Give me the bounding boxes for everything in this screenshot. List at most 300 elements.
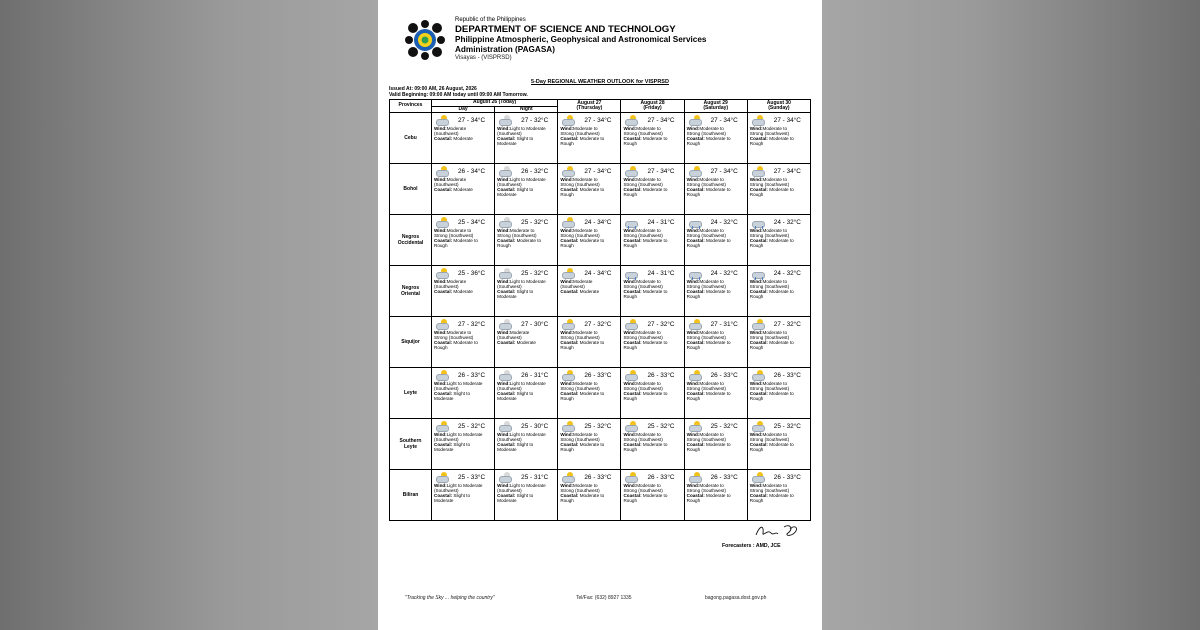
temperature-range: 26 - 33°C <box>458 371 486 379</box>
wind-value: Strong (Southwest) <box>686 131 726 137</box>
forecast-cell <box>432 317 495 368</box>
wind-label: Wind: <box>434 330 447 336</box>
wind-label: Wind: <box>623 228 637 234</box>
coastal-value: Rough <box>686 498 701 504</box>
partly-cloudy-icon <box>623 421 639 432</box>
temperature-range: 26 - 33°C <box>773 371 801 379</box>
wind-label: Wind: <box>560 177 574 183</box>
coastal-line <box>687 447 745 452</box>
province-name-line: Leyte <box>403 390 418 397</box>
coastal-label: Coastal: <box>560 442 579 448</box>
forecast-cell <box>558 215 621 266</box>
coastal-line <box>434 396 492 401</box>
temperature-range: 26 - 33°C <box>647 371 675 379</box>
temperature-range: 25 - 36°C <box>458 269 486 277</box>
coastal-label: Coastal: <box>623 238 642 244</box>
coastal-label: Coastal: <box>749 340 768 346</box>
partly-cloudy-icon <box>623 370 639 381</box>
coastal-value: Moderate to <box>769 238 794 244</box>
partly-cloudy-icon <box>434 115 450 126</box>
partly-cloudy-icon <box>687 472 703 483</box>
temperature-range: 27 - 34°C <box>584 167 612 175</box>
province-name-line: Leyte <box>403 444 418 451</box>
coastal-value: Moderate <box>497 396 517 402</box>
forecast-cell <box>684 266 747 317</box>
republic-text: Republic of the Philippines <box>455 17 526 23</box>
wind-label: Wind: <box>434 126 447 132</box>
provinces-header: Provinces <box>390 100 432 113</box>
temperature-range: 25 - 30°C <box>521 422 549 430</box>
forecast-cell <box>621 368 684 419</box>
wind-value: Moderate to <box>762 177 788 183</box>
wind-value: Strong (Southwest) <box>623 284 663 290</box>
wind-value: Strong (Southwest) <box>560 233 600 239</box>
coastal-label: Coastal: <box>686 136 705 142</box>
wind-value: Light to Moderate <box>509 279 546 285</box>
forecast-cell <box>558 368 621 419</box>
table-row <box>390 113 811 164</box>
wind-value: Moderate <box>446 126 467 132</box>
partly-cloudy-icon <box>750 370 766 381</box>
coastal-value: Moderate to <box>706 289 731 295</box>
wind-label: Wind: <box>434 228 447 234</box>
coastal-value: Rough <box>749 243 764 249</box>
coastal-line <box>497 396 555 401</box>
province-name-line: Biliran <box>402 492 419 499</box>
wind-label: Wind: <box>749 126 763 132</box>
partly-cloudy-icon <box>434 319 450 330</box>
background-left <box>0 0 378 630</box>
forecasters-line: Forecasters : AMD, JCE <box>722 543 781 549</box>
forecast-cell <box>684 470 747 521</box>
wind-value: (Southwest) <box>497 437 522 443</box>
coastal-value: Moderate to <box>769 442 794 448</box>
coastal-value: Rough <box>560 192 574 198</box>
coastal-line <box>687 345 745 350</box>
coastal-line <box>434 243 492 248</box>
province-name-line: Occidental <box>397 240 424 247</box>
forecast-cell <box>621 419 684 470</box>
forecast-cell <box>684 215 747 266</box>
forecast-cell <box>558 419 621 470</box>
coastal-label: Coastal: <box>749 238 768 244</box>
coastal-label: Coastal: <box>749 136 768 142</box>
wind-value: Strong (Southwest) <box>686 437 726 443</box>
wind-value: Strong (Southwest) <box>560 437 600 443</box>
wind-value: Strong (Southwest) <box>560 131 600 137</box>
coastal-line <box>750 447 808 452</box>
coastal-value: Moderate to <box>706 238 731 244</box>
coastal-value: Moderate to <box>706 442 731 448</box>
temperature-range: 25 - 32°C <box>521 218 549 226</box>
coastal-line <box>750 396 808 401</box>
coastal-value: Moderate to <box>579 136 605 142</box>
temperature-range: 27 - 34°C <box>458 116 486 124</box>
letterhead <box>455 17 706 61</box>
coastal-line <box>434 498 492 503</box>
coastal-value: Moderate <box>453 289 473 295</box>
wind-value: Strong (Southwest) <box>434 233 474 239</box>
wind-label: Wind: <box>497 381 510 387</box>
wind-label: Wind: <box>560 381 574 387</box>
footer-website: bagong.pagasa.dost.gov.ph <box>705 595 767 601</box>
partly-cloudy-icon <box>434 370 450 381</box>
wind-label: Wind: <box>686 483 700 489</box>
wind-value: Light to Moderate <box>446 483 483 489</box>
forecast-cell <box>747 368 810 419</box>
coastal-label: Coastal: <box>623 136 642 142</box>
wind-value: Moderate to <box>636 330 661 336</box>
coastal-label: Coastal: <box>623 442 642 448</box>
coastal-line <box>560 345 618 350</box>
forecast-cell <box>495 113 558 164</box>
wind-value: (Southwest) <box>434 437 459 443</box>
temperature-range: 25 - 32°C <box>710 422 738 430</box>
coastal-value: Moderate to <box>769 340 794 346</box>
coastal-label: Coastal: <box>497 136 516 142</box>
coastal-label: Coastal: <box>434 289 453 295</box>
coastal-value: Moderate <box>497 192 517 198</box>
wind-value: Strong (Southwest) <box>623 386 663 392</box>
coastal-value: Rough <box>623 243 638 249</box>
coastal-value: Moderate to <box>642 493 668 499</box>
partly-cloudy-icon <box>623 319 639 330</box>
temperature-range: 25 - 32°C <box>647 422 675 430</box>
wind-value: Light to Moderate <box>446 381 483 387</box>
partly-cloudy-icon <box>687 115 703 126</box>
wind-value: (Southwest) <box>434 386 459 392</box>
wind-value: Moderate <box>573 279 593 285</box>
coastal-label: Coastal: <box>560 340 579 346</box>
wind-value: Strong (Southwest) <box>749 437 790 443</box>
wind-label: Wind: <box>686 330 700 336</box>
wind-label: Wind: <box>560 432 574 438</box>
forecast-cell <box>432 164 495 215</box>
wind-label: Wind: <box>434 381 447 387</box>
wind-value: Moderate to <box>636 126 661 132</box>
coastal-value: Rough <box>686 294 701 300</box>
forecast-cell <box>684 317 747 368</box>
coastal-line <box>434 289 492 294</box>
wind-label: Wind: <box>497 432 510 438</box>
coastal-value: Slight to <box>516 136 534 142</box>
agency-name-line1: Philippine Atmospheric, Geophysical and Astronomical Services <box>455 35 707 44</box>
wind-label: Wind: <box>686 228 700 234</box>
temperature-range: 24 - 32°C <box>773 269 801 277</box>
partly-cloudy-icon <box>434 166 450 177</box>
wind-label: Wind: <box>560 126 574 132</box>
forecast-cell <box>432 266 495 317</box>
wind-value: Strong (Southwest) <box>623 182 663 188</box>
coastal-label: Coastal: <box>434 136 453 142</box>
table-row <box>390 266 811 317</box>
agency-name-line2: Administration (PAGASA) <box>455 45 555 54</box>
coastal-value: Moderate to <box>453 340 478 346</box>
forecast-cell <box>684 113 747 164</box>
wind-value: Moderate to <box>446 330 472 336</box>
coastal-line <box>497 243 555 248</box>
wind-label: Wind: <box>686 126 700 132</box>
wind-label: Wind: <box>497 228 510 234</box>
coastal-line <box>560 498 618 503</box>
today-day-header: Day <box>432 106 495 113</box>
province-name <box>390 215 432 266</box>
valid-beginning: Valid Beginning: 09:00 AM today until 09:00 AM Tomorrow. <box>389 92 528 98</box>
partly-cloudy-icon <box>560 217 576 228</box>
wind-value: Moderate to <box>699 483 724 489</box>
coastal-value: Rough <box>560 141 574 147</box>
temperature-range: 26 - 33°C <box>647 473 675 481</box>
wind-value: Strong (Southwest) <box>749 335 790 341</box>
wind-label: Wind: <box>749 279 763 285</box>
wind-label: Wind: <box>497 126 510 132</box>
coastal-value: Moderate <box>434 396 454 402</box>
partly-cloudy-icon <box>687 370 703 381</box>
coastal-value: Rough <box>623 498 638 504</box>
cloudy-night-icon <box>497 319 513 330</box>
temperature-range: 27 - 34°C <box>710 116 738 124</box>
coastal-line <box>560 447 618 452</box>
forecast-cell <box>621 317 684 368</box>
wind-value: Light to Moderate <box>509 126 546 132</box>
coastal-value: Rough <box>686 447 701 453</box>
pagasa-logo-icon <box>405 20 445 60</box>
coastal-line <box>750 243 808 248</box>
wind-value: (Southwest) <box>434 182 459 188</box>
coastal-value: Moderate to <box>769 136 794 142</box>
temperature-range: 27 - 34°C <box>773 167 801 175</box>
partly-cloudy-icon <box>687 319 703 330</box>
coastal-label: Coastal: <box>623 391 642 397</box>
wind-label: Wind: <box>623 279 637 285</box>
wind-value: (Southwest) <box>434 284 459 290</box>
wind-value: Strong (Southwest) <box>686 284 726 290</box>
footer-telfax: Tel/Fax: (632) 8927 1335 <box>576 595 632 601</box>
coastal-value: Moderate to <box>642 238 668 244</box>
coastal-value: Rough <box>686 243 701 249</box>
temperature-range: 26 - 34°C <box>458 167 486 175</box>
wind-value: Strong (Southwest) <box>749 284 790 290</box>
wind-value: Light to Moderate <box>509 381 546 387</box>
forecast-cell <box>432 113 495 164</box>
forecast-cell <box>558 164 621 215</box>
office-name: Visayas - (VISPRSD) <box>455 55 512 61</box>
temperature-range: 26 - 33°C <box>773 473 801 481</box>
coastal-label: Coastal: <box>434 391 453 397</box>
partly-cloudy-icon <box>687 421 703 432</box>
coastal-value: Moderate to <box>453 238 478 244</box>
temperature-range: 27 - 31°C <box>710 320 738 328</box>
wind-value: Strong (Southwest) <box>560 488 600 494</box>
issued-at: Issued At: 09:00 AM, 26 August, 2026 <box>389 86 477 92</box>
day-header <box>747 100 810 113</box>
coastal-value: Rough <box>560 447 574 453</box>
temperature-range: 25 - 31°C <box>521 473 549 481</box>
coastal-label: Coastal: <box>623 187 642 193</box>
coastal-value: Moderate <box>497 447 517 453</box>
coastal-label: Coastal: <box>686 391 705 397</box>
province-name-line: Cebu <box>404 135 417 142</box>
forecast-cell <box>621 215 684 266</box>
coastal-label: Coastal: <box>497 391 516 397</box>
wind-value: Strong (Southwest) <box>686 182 726 188</box>
wind-value: Moderate to <box>699 330 724 336</box>
wind-label: Wind: <box>749 381 763 387</box>
cloudy-night-icon <box>497 472 513 483</box>
province-name-line: Oriental <box>401 291 420 298</box>
coastal-line <box>750 141 808 146</box>
temperature-range: 25 - 32°C <box>458 422 486 430</box>
coastal-label: Coastal: <box>686 289 705 295</box>
wind-label: Wind: <box>749 432 763 438</box>
coastal-line <box>623 447 681 452</box>
wind-value: Moderate to <box>636 228 661 234</box>
temperature-range: 26 - 33°C <box>584 371 612 379</box>
coastal-value: Rough <box>623 192 638 198</box>
coastal-value: Moderate to <box>769 289 794 295</box>
coastal-value: Rough <box>497 243 511 249</box>
forecast-cell <box>495 215 558 266</box>
partly-cloudy-icon <box>560 472 576 483</box>
coastal-value: Moderate to <box>706 187 731 193</box>
wind-value: Moderate to <box>573 483 598 489</box>
temperature-range: 24 - 32°C <box>773 218 801 226</box>
coastal-line <box>560 192 618 197</box>
coastal-line <box>623 141 681 146</box>
coastal-value: Rough <box>623 447 638 453</box>
department-name: DEPARTMENT OF SCIENCE AND TECHNOLOGY <box>455 24 676 35</box>
temperature-range: 27 - 32°C <box>458 320 486 328</box>
coastal-value: Rough <box>560 243 574 249</box>
cloudy-night-icon <box>497 370 513 381</box>
province-name <box>390 470 432 521</box>
coastal-label: Coastal: <box>497 493 516 499</box>
province-name-line: Bohol <box>403 186 418 193</box>
wind-label: Wind: <box>623 126 637 132</box>
wind-label: Wind: <box>623 330 637 336</box>
coastal-value: Moderate to <box>706 340 731 346</box>
wind-label: Wind: <box>434 432 447 438</box>
forecast-cell <box>432 419 495 470</box>
wind-value: Strong (Southwest) <box>623 131 663 137</box>
rain-icon <box>750 268 766 279</box>
wind-value: Moderate to <box>762 483 788 489</box>
coastal-line <box>623 498 681 503</box>
day-date: August 30 <box>766 99 791 106</box>
temperature-range: 24 - 34°C <box>584 269 612 277</box>
wind-value: Light to Moderate <box>509 483 546 489</box>
wind-label: Wind: <box>434 483 447 489</box>
coastal-line <box>687 498 745 503</box>
temperature-range: 24 - 31°C <box>647 218 675 226</box>
coastal-value: Moderate to <box>516 238 542 244</box>
wind-value: Strong (Southwest) <box>686 488 726 494</box>
forecast-cell <box>432 470 495 521</box>
coastal-label: Coastal: <box>560 238 579 244</box>
temperature-range: 27 - 32°C <box>773 320 801 328</box>
coastal-label: Coastal: <box>686 340 705 346</box>
partly-cloudy-icon <box>750 115 766 126</box>
wind-value: Strong (Southwest) <box>686 233 726 239</box>
wind-label: Wind: <box>623 432 637 438</box>
coastal-value: Slight to <box>516 289 534 295</box>
wind-label: Wind: <box>623 483 637 489</box>
province-name-line: Negros <box>401 285 420 292</box>
coastal-value: Moderate to <box>579 391 605 397</box>
wind-value: Moderate to <box>636 432 661 438</box>
partly-cloudy-icon <box>560 166 576 177</box>
forecast-cell <box>432 215 495 266</box>
wind-label: Wind: <box>686 381 700 387</box>
table-row <box>390 164 811 215</box>
temperature-range: 27 - 32°C <box>584 320 612 328</box>
day-weekday: (Saturday) <box>703 105 729 112</box>
temperature-range: 26 - 33°C <box>710 473 738 481</box>
wind-label: Wind: <box>749 228 763 234</box>
wind-value: Moderate <box>509 330 530 336</box>
wind-label: Wind: <box>686 177 700 183</box>
footer-motto: "Tracking the Sky ... helping the country" <box>405 595 495 601</box>
table-row <box>390 317 811 368</box>
temperature-range: 25 - 33°C <box>458 473 486 481</box>
coastal-value: Moderate to <box>642 442 668 448</box>
cloudy-night-icon <box>497 115 513 126</box>
coastal-line <box>750 294 808 299</box>
day-weekday: (Thursday) <box>576 105 603 112</box>
partly-cloudy-icon <box>560 115 576 126</box>
wind-value: (Southwest) <box>560 284 585 290</box>
wind-label: Wind: <box>749 483 763 489</box>
coastal-label: Coastal: <box>497 289 516 295</box>
wind-value: Strong (Southwest) <box>749 131 790 137</box>
wind-value: Moderate to <box>762 228 788 234</box>
coastal-value: Moderate <box>497 141 517 147</box>
coastal-value: Moderate to <box>642 136 668 142</box>
coastal-value: Slight to <box>453 391 471 397</box>
coastal-line <box>687 396 745 401</box>
partly-cloudy-icon <box>750 319 766 330</box>
coastal-value: Rough <box>749 447 764 453</box>
wind-value: Moderate to <box>699 228 724 234</box>
cloudy-night-icon <box>497 421 513 432</box>
partly-cloudy-icon <box>750 472 766 483</box>
coastal-value: Moderate to <box>579 340 605 346</box>
forecast-cell <box>495 317 558 368</box>
day-date: August 27 <box>577 99 602 106</box>
wind-label: Wind: <box>623 381 637 387</box>
wind-value: Moderate to <box>762 279 788 285</box>
wind-value: Moderate to <box>699 381 724 387</box>
coastal-value: Rough <box>623 345 638 351</box>
rain-icon <box>687 268 703 279</box>
partly-cloudy-icon <box>560 319 576 330</box>
forecaster-signatures <box>754 521 802 541</box>
forecast-cell <box>684 368 747 419</box>
coastal-value: Moderate to <box>642 187 668 193</box>
forecast-cell <box>621 266 684 317</box>
rain-icon <box>623 217 639 228</box>
coastal-line <box>623 345 681 350</box>
wind-value: (Southwest) <box>497 182 522 188</box>
wind-value: Strong (Southwest) <box>623 488 663 494</box>
wind-value: Moderate to <box>699 177 724 183</box>
forecast-cell <box>684 419 747 470</box>
coastal-line <box>497 294 555 299</box>
rain-icon <box>687 217 703 228</box>
coastal-value: Rough <box>686 192 701 198</box>
wind-value: (Southwest) <box>497 386 522 392</box>
wind-value: Moderate to <box>762 381 788 387</box>
